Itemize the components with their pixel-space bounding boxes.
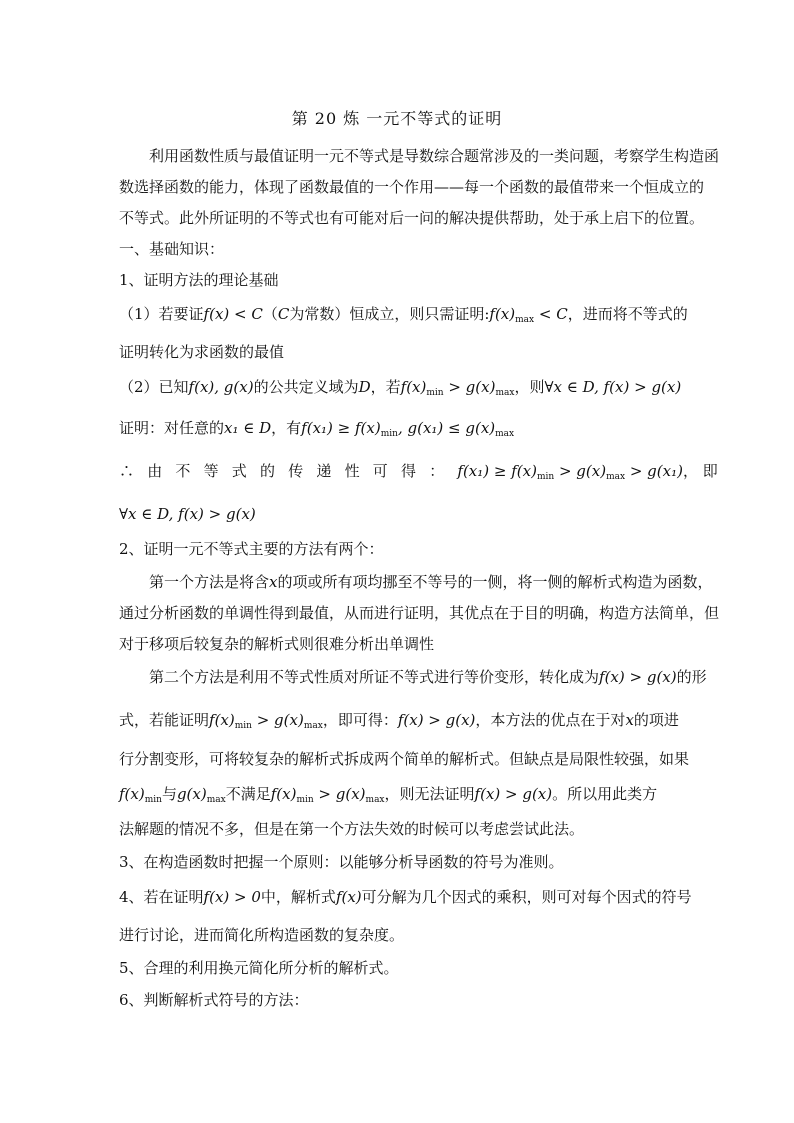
text-run: 第一个方法是将含 [149, 573, 270, 591]
item2-method2-line-5: 法解题的情况不多，但是在第一个方法失效的时候可以考虑尝试此法。 [119, 820, 585, 838]
formula: > g(x) [251, 711, 304, 729]
item4-line-1 [119, 887, 692, 907]
text-run: 证明：对任意的 [119, 419, 225, 437]
subscript: max [365, 795, 385, 805]
text-run: 的项或所有项均挪至不等号的一侧，将一侧的解析式构造为函数， [277, 573, 713, 591]
item1-heading: 1、证明方法的理论基础 [119, 271, 279, 289]
subscript: min [296, 795, 314, 805]
subscript: max [495, 388, 515, 398]
formula: f(x) [119, 785, 145, 803]
item6: 6、判断解析式符号的方法： [119, 991, 309, 1009]
section-heading-basics: 一、基础知识： [119, 240, 225, 258]
text-run: ，则无法证明 [384, 785, 475, 803]
text-run: （ [262, 305, 278, 323]
subscript: min [536, 472, 555, 482]
item1-conclusion [119, 461, 718, 487]
subscript: max [206, 795, 226, 805]
item1-paragraph-1 [119, 304, 688, 330]
item2-method1-line-3: 对于移项后较复杂的解析式则很难分析出单调性 [119, 635, 435, 653]
text-run: 的形 [676, 668, 707, 686]
subscript: min [234, 721, 252, 731]
item2-method2-line-4 [119, 784, 679, 810]
subscript: max [606, 472, 626, 482]
formula: x [269, 573, 278, 591]
formula: f(x) > 0 [203, 888, 261, 906]
subscript: max [515, 315, 535, 325]
text-run: 式，若能证明 [119, 711, 210, 729]
item2-method1-line-2: 通过分析函数的单调性得到最值，从而进行证明，其优点在于目的明确，构造方法简单，但 [119, 604, 720, 622]
formula: g(x) [176, 785, 207, 803]
subscript: min [380, 429, 398, 439]
intro-line-1: 利用函数性质与最值证明一元不等式是导数综合题常涉及的一类问题，考察学生构造函 [149, 147, 720, 165]
formula: ∀x ∈ D, f(x) > g(x) [544, 378, 682, 396]
text-run: ， 即 [682, 462, 718, 480]
item2-method1-line-1 [119, 572, 713, 592]
item1-paragraph-2 [119, 377, 682, 403]
formula: > g(x₁) [625, 462, 683, 480]
intro-line-3: 不等式。此外所证明的不等式也有可能对后一问的解决提供帮助，处于承上启下的位置。 [119, 209, 705, 227]
intro-line-2: 数选择函数的能力，体现了函数最值的一个作用——每一个函数的最值带来一个恒成立的 [119, 178, 705, 196]
formula: > g(x) [443, 378, 496, 396]
formula: f(x) [489, 305, 516, 323]
formula: x [625, 711, 634, 729]
text-run: ∴由不等式的传递性可得： [119, 462, 458, 480]
text-run: ，本方法的优点在于对 [475, 711, 626, 729]
item3: 3、在构造函数时把握一个原则：以能够分析导函数的符号为准则。 [119, 853, 564, 871]
text-run: 的公共定义域为 [253, 378, 359, 396]
formula: f(x₁) ≥ f(x) [301, 419, 381, 437]
item1-paragraph-1-cont: 证明转化为求函数的最值 [119, 343, 285, 361]
formula: f(x) < C [203, 305, 263, 323]
item1-conclusion-formula: ∀x ∈ D, f(x) > g(x) [119, 505, 256, 523]
text-run: ，则 [514, 378, 545, 396]
text-run: 可分解为几个因式的乘积，则可对每个因式的符号 [361, 888, 692, 906]
text-run: （1）若要证 [119, 305, 204, 323]
text-run: 的项进 [633, 711, 679, 729]
formula: , g(x₁) ≤ g(x) [397, 419, 496, 437]
item4-line-2: 进行讨论，进而简化所构造函数的复杂度。 [119, 926, 405, 944]
text-run: ，有 [271, 419, 302, 437]
formula: f(x) > g(x) [599, 668, 677, 686]
text-run: 为常数）恒成立，则只需证明: [289, 305, 490, 323]
item1-proof [119, 418, 679, 444]
formula: f(x) [270, 785, 297, 803]
formula: f(x₁) ≥ f(x) [457, 462, 537, 480]
formula: f(x) > g(x) [397, 711, 476, 729]
formula: f(x) [335, 888, 362, 906]
text-run: 。所以用此类方 [552, 785, 658, 803]
text-run: ，若 [370, 378, 401, 396]
item2-heading: 2、证明一元不等式主要的方法有两个： [119, 540, 384, 558]
formula: > g(x) [554, 462, 607, 480]
item5: 5、合理的利用换元简化所分析的解析式。 [119, 959, 399, 977]
item2-method2-line-3: 行分割变形，可将较复杂的解析式拆成两个简单的解析式。但缺点是局限性较强，如果 [119, 750, 690, 768]
subscript: min [144, 795, 162, 805]
formula: > g(x) [313, 785, 366, 803]
text-run: 第二个方法是利用不等式性质对所证不等式进行等价变形，转化成为 [149, 668, 600, 686]
text-run: 中，解析式 [260, 888, 336, 906]
text-run: 与 [161, 785, 177, 803]
formula: f(x) > g(x) [474, 785, 553, 803]
formula: x₁ ∈ D [224, 419, 272, 437]
formula: f(x) [400, 378, 427, 396]
subscript: min [426, 388, 444, 398]
formula: < C [534, 305, 568, 323]
text-run: 不满足 [225, 785, 271, 803]
text-run: ，即可得： [322, 711, 398, 729]
text-run: ，进而将不等式的 [567, 305, 688, 323]
subscript: max [303, 721, 323, 731]
formula: C [277, 305, 290, 323]
subscript: max [495, 429, 515, 439]
formula: D [358, 378, 371, 396]
text-run: （2）已知 [119, 378, 189, 396]
text-run: 4、若在证明 [119, 888, 204, 906]
item2-method2-line-2 [119, 710, 679, 736]
item2-method2-line-1 [119, 667, 709, 687]
formula: f(x) [209, 711, 235, 729]
page-title: 第 20 炼 一元不等式的证明 [291, 109, 503, 128]
formula: f(x), g(x) [188, 378, 254, 396]
